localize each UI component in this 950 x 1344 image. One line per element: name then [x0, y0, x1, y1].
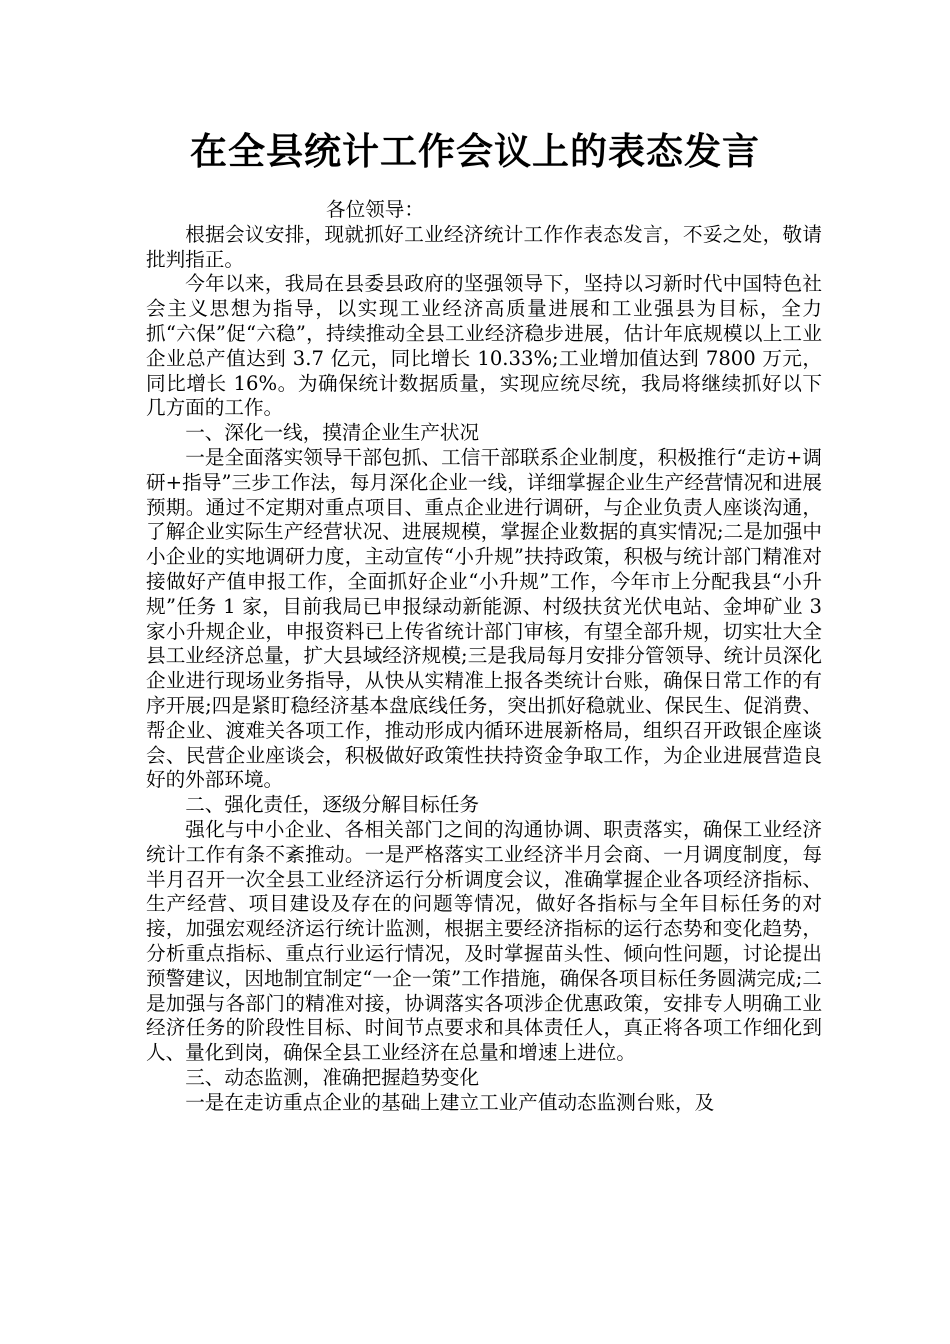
section-heading-3: 三、动态监测，准确把握趋势变化 [185, 1065, 480, 1089]
document-body [146, 198, 822, 1115]
paragraph-overview: 今年以来，我局在县委县政府的坚强领导下，坚持以习新时代中国特色社会主义思想为指导，以实现工业经济高质量进展和工业强县为目标，全力抓“六保”促“六稳”，持续推动全县工业经济稳步进展，估计年底规模以上工业企业总产值达到 3.7 亿元，同比增长 10.33%;工业增加值达到 7800 万元，同比增长 16%。为确保统计数据质量，实现应统尽统，我局将继续抓好以下几方面的工作。 [146, 272, 822, 420]
document-title: 在全县统计工作会议上的表态发言 [190, 130, 760, 173]
section-text-3: 一是在走访重点企业的基础上建立工业产值动态监测台账，及 [185, 1090, 715, 1114]
salutation: 各位领导： [326, 198, 424, 221]
section-heading-1: 一、深化一线，摸清企业生产状况 [185, 421, 480, 445]
section-heading-2: 二、强化责任，逐级分解目标任务 [185, 793, 480, 817]
section-text-2: 强化与中小企业、各相关部门之间的沟通协调、职责落实，确保工业经济统计工作有条不紊推动。一是严格落实工业经济半月会商、一月调度制度，每半月召开一次全县工业经济运行分析调度会议，准确掌握企业各项经济指标、生产经营、项目建设及存在的问题等情况，做好各指标与全年目标任务的对接，加强宏观经济运行统计监测，根据主要经济指标的运行态势和变化趋势，分析重点指标、重点行业运行情况，及时掌握苗头性、倾向性问题，讨论提出预警建议，因地制宜制定“一企一策”工作措施，确保各项目标任务圆满完成;二是加强与各部门的精准对接，协调落实各项涉企优惠政策，安排专人明确工业经济任务的阶段性目标、时间节点要求和具体责任人，真正将各项工作细化到人、量化到岗，确保全县工业经济在总量和增速上进位。 [146, 817, 822, 1065]
paragraph-intro: 根据会议安排，现就抓好工业经济统计工作作表态发言，不妥之处，敬请批判指正。 [146, 222, 822, 271]
section-text-1: 一是全面落实领导干部包抓、工信干部联系企业制度，积极推行“走访+调研+指导”三步工作法，每月深化企业一线，详细掌握企业生产经营情况和进展预期。通过不定期对重点项目、重点企业进行调研，与企业负责人座谈沟通，了解企业实际生产经营状况、进展规模，掌握企业数据的真实情况;二是加强中小企业的实地调研力度，主动宣传“小升规”扶持政策，积极与统计部门精准对接做好产值申报工作，全面抓好企业“小升规”工作，今年市上分配我县“小升规”任务 1 家，目前我局已申报绿动新能源、村级扶贫光伏电站、金坤矿业 3 家小升规企业，申报资料已上传省统计部门审核，有望全部升规，切实壮大全县工业经济总量，扩大县域经济规模;三是我局每月安排分管领导、统计员深化企业进行现场业务指导，从快从实精准上报各类统计台账，确保日常工作的有序开展;四是紧盯稳经济基本盘底线任务，突出抓好稳就业、保民生、促消费、帮企业、渡难关各项工作，推动形成内循环进展新格局，组织召开政银企座谈会、民营企业座谈会，积极做好政策性扶持资金争取工作，为企业进展营造良好的外部环境。 [146, 445, 822, 792]
